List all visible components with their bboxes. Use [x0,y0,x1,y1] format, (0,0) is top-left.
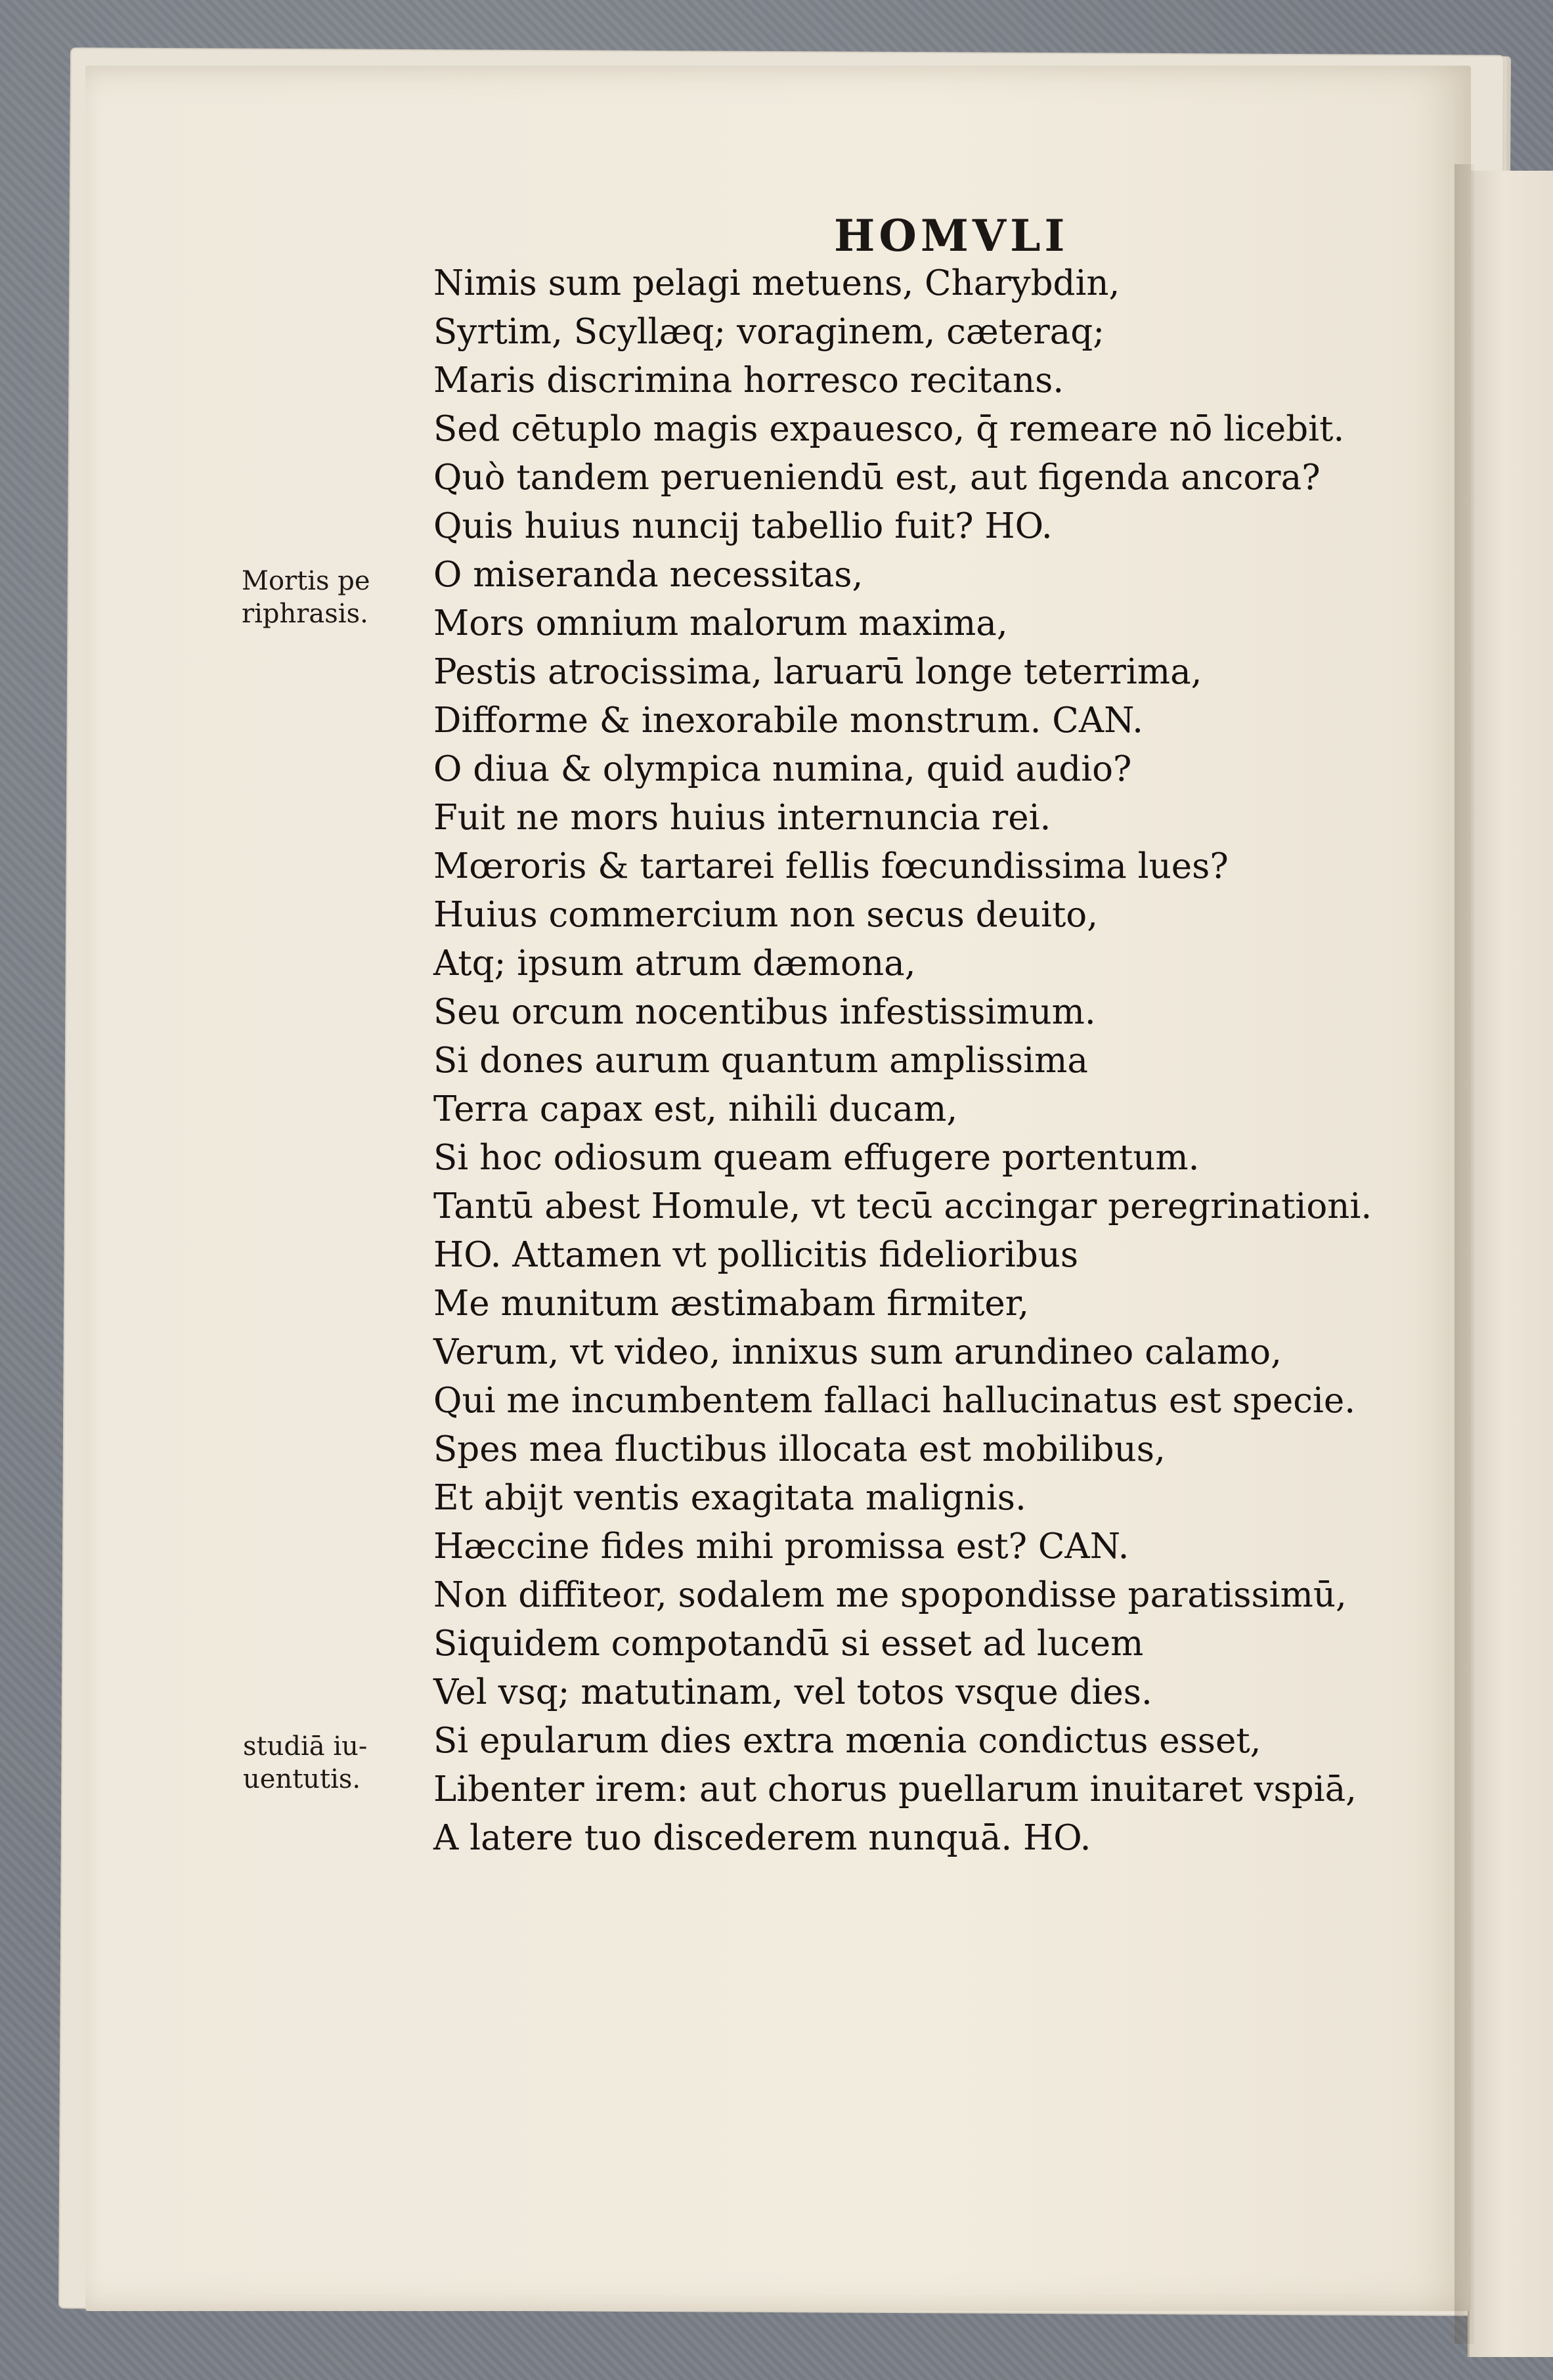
verse-line: Nimis sum pelagi metuens, Charybdin, [433,263,1120,303]
verse-line: Sed cētuplo magis expauesco, q̄ remeare nō licebit. [433,409,1345,449]
verse-line: Siquidem compotandū si esset ad lucem [433,1624,1144,1664]
verse-line: Difforme & inexorabile monstrum. CAN. [433,701,1143,741]
verse-line: Quò tandem perueniendū est, aut figenda ancora? [433,458,1321,498]
margin-note-line: Mortis pe [242,566,370,596]
margin-note-line: riphrasis. [242,599,368,629]
verse-line: Et abijt ventis exagitata malignis. [433,1478,1026,1518]
verse-line: Syrtim, Scyllæq; voraginem, cæteraq; [433,312,1105,352]
verse-line: O miseranda necessitas, [433,555,864,595]
margin-note-line: uentutis. [243,1764,361,1794]
verse-line: Verum, vt video, innixus sum arundineo calamo, [433,1332,1282,1372]
margin-note-studia [243,1730,367,1796]
verse-line: HO. Attamen vt pollicitis fidelioribus [433,1235,1079,1275]
verse-line: Me munitum æstimabam firmiter, [433,1284,1030,1324]
verse-line: Spes mea fluctibus illocata est mobilibus, [433,1429,1166,1469]
verse-line: Qui me incumbentem fallaci hallucinatus est specie. [433,1381,1356,1421]
verse-line: Non diffiteor, sodalem me spopondisse paratissimū, [433,1575,1347,1615]
verse-line: Tantū abest Homule, vt tecū accingar peregrinationi. [433,1186,1372,1226]
margin-note-mortis [242,565,370,630]
verse-line: Quis huius nuncij tabellio fuit? HO. [433,506,1053,546]
verse-line: Mors omnium malorum maxima, [433,603,1008,643]
facing-page-edge [1468,171,1553,2357]
verse-line: Pestis atrocissima, laruarū longe teterrima, [433,652,1202,692]
verse-line: Mœroris & tartarei fellis fœcundissima lues? [433,846,1229,886]
verse-line: Hæccine fides mihi promissa est? CAN. [433,1526,1129,1567]
running-head: HOMVLI [834,210,1069,261]
verse-line: Vel vsq; matutinam, vel totos vsque dies. [433,1672,1152,1712]
verse-line: Maris discrimina horresco recitans. [433,360,1064,400]
verse-line: A latere tuo discederem nunquā. HO. [433,1818,1091,1858]
margin-note-line: studiā iu- [243,1731,368,1762]
verse-line: Huius commercium non secus deuito, [433,895,1099,935]
verse-line: Si hoc odiosum queam effugere portentum. [433,1138,1200,1178]
verse-line: Atq; ipsum atrum dæmona, [433,943,916,984]
verse-line: Si dones aurum quantum amplissima [433,1041,1089,1081]
verse-line: Terra capax est, nihili ducam, [433,1089,958,1129]
verse-line: Libenter irem: aut chorus puellarum inuitaret vspiā, [433,1769,1357,1809]
verse-line: O diua & olympica numina, quid audio? [433,749,1132,789]
verse-line: Seu orcum nocentibus infestissimum. [433,992,1096,1032]
verse-line: Si epularum dies extra mœnia condictus esset, [433,1721,1261,1761]
verse-text [433,259,1458,1863]
verse-line: Fuit ne mors huius internuncia rei. [433,798,1051,838]
